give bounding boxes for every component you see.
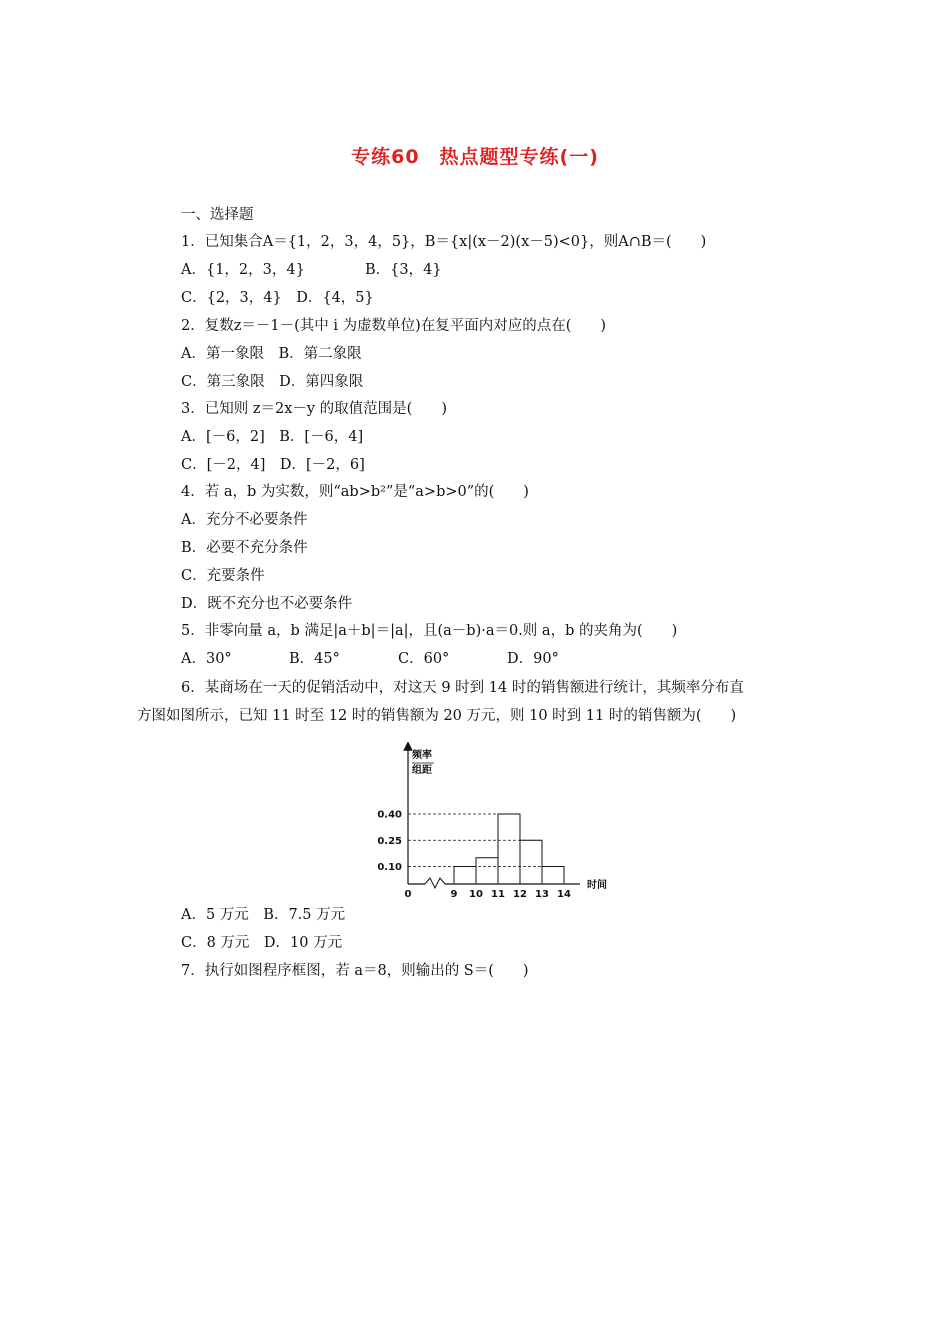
q5-option-a: A．30° bbox=[181, 651, 232, 667]
y-axis-label-top: 频率 bbox=[412, 750, 432, 761]
q5-option-d: D．90° bbox=[507, 651, 559, 667]
question-7: 7．执行如图程序框图，若 a＝8，则输出的 S＝( ) bbox=[181, 963, 529, 979]
q4-option-a: A．充分不必要条件 bbox=[181, 512, 308, 528]
x-tick-label: 0 bbox=[404, 889, 412, 897]
q2-options-cd: C．第三象限 D．第四象限 bbox=[181, 374, 364, 390]
q6-options-ab: A．5 万元 B．7.5 万元 bbox=[181, 907, 346, 923]
histogram-bar bbox=[476, 858, 498, 884]
x-tick-label: 14 bbox=[557, 889, 571, 897]
y-tick-label: 0.25 bbox=[377, 835, 402, 847]
question-3: 3．已知则 z＝2x－y 的取值范围是( ) bbox=[181, 401, 447, 417]
page-title: 专练60 热点题型专练(一) bbox=[351, 146, 599, 168]
x-tick-label: 13 bbox=[535, 889, 549, 897]
question-6-line-2: 方图如图所示，已知 11 时至 12 时的销售额为 20 万元，则 10 时到 11 时的销售额为( ) bbox=[137, 708, 737, 724]
q2-options-ab: A．第一象限 B．第二象限 bbox=[181, 346, 362, 362]
section-heading: 一、选择题 bbox=[181, 207, 254, 223]
q1-option-b: B．{3，4} bbox=[365, 262, 442, 278]
histogram-bar bbox=[542, 867, 564, 885]
q3-options-ab: A．[－6，2] B．[－6，4] bbox=[181, 429, 364, 445]
axis-break-icon bbox=[425, 878, 445, 888]
frequency-histogram bbox=[370, 742, 620, 897]
x-tick-label: 9 bbox=[450, 889, 458, 897]
q4-option-d: D．既不充分也不必要条件 bbox=[181, 596, 353, 612]
histogram-bar bbox=[454, 867, 476, 885]
question-2: 2．复数z＝－1－(其中 i 为虚数单位)在复平面内对应的点在( ) bbox=[181, 318, 607, 334]
question-6-line-1: 6．某商场在一天的促销活动中，对这天 9 时到 14 时的销售额进行统计，其频率分布直 bbox=[181, 680, 744, 696]
question-1: 1．已知集合A＝{1，2，3，4，5}，B＝{x|(x－2)(x－5)<0}，则A∩B＝( ) bbox=[181, 234, 707, 250]
x-tick-label: 10 bbox=[469, 889, 483, 897]
q1-option-a: A．{1，2，3，4} bbox=[181, 262, 305, 278]
q5-option-c: C．60° bbox=[398, 651, 450, 667]
question-5: 5．非零向量 a，b 满足|a＋b|＝|a|，且(a－b)·a＝0.则 a，b 的夹角为( ) bbox=[181, 623, 678, 639]
histogram-bar bbox=[520, 840, 542, 884]
q4-option-b: B．必要不充分条件 bbox=[181, 540, 308, 556]
q3-options-cd: C．[－2，4] D．[－2，6] bbox=[181, 457, 365, 473]
histogram-bar bbox=[498, 814, 520, 884]
q4-option-c: C．充要条件 bbox=[181, 568, 265, 584]
y-tick-label: 0.40 bbox=[377, 809, 402, 821]
x-tick-label: 11 bbox=[491, 889, 505, 897]
x-axis-label: 时间 bbox=[587, 880, 607, 891]
x-tick-label: 12 bbox=[513, 889, 527, 897]
y-tick-label: 0.10 bbox=[377, 862, 402, 873]
question-4: 4．若 a，b 为实数，则“ab>b²”是“a>b>0”的( ) bbox=[181, 484, 529, 500]
y-axis-label-bottom: 组距 bbox=[412, 765, 432, 776]
q6-options-cd: C．8 万元 D．10 万元 bbox=[181, 935, 343, 951]
q1-options-cd: C．{2，3，4} D．{4，5} bbox=[181, 290, 374, 306]
q5-option-b: B．45° bbox=[289, 651, 340, 667]
